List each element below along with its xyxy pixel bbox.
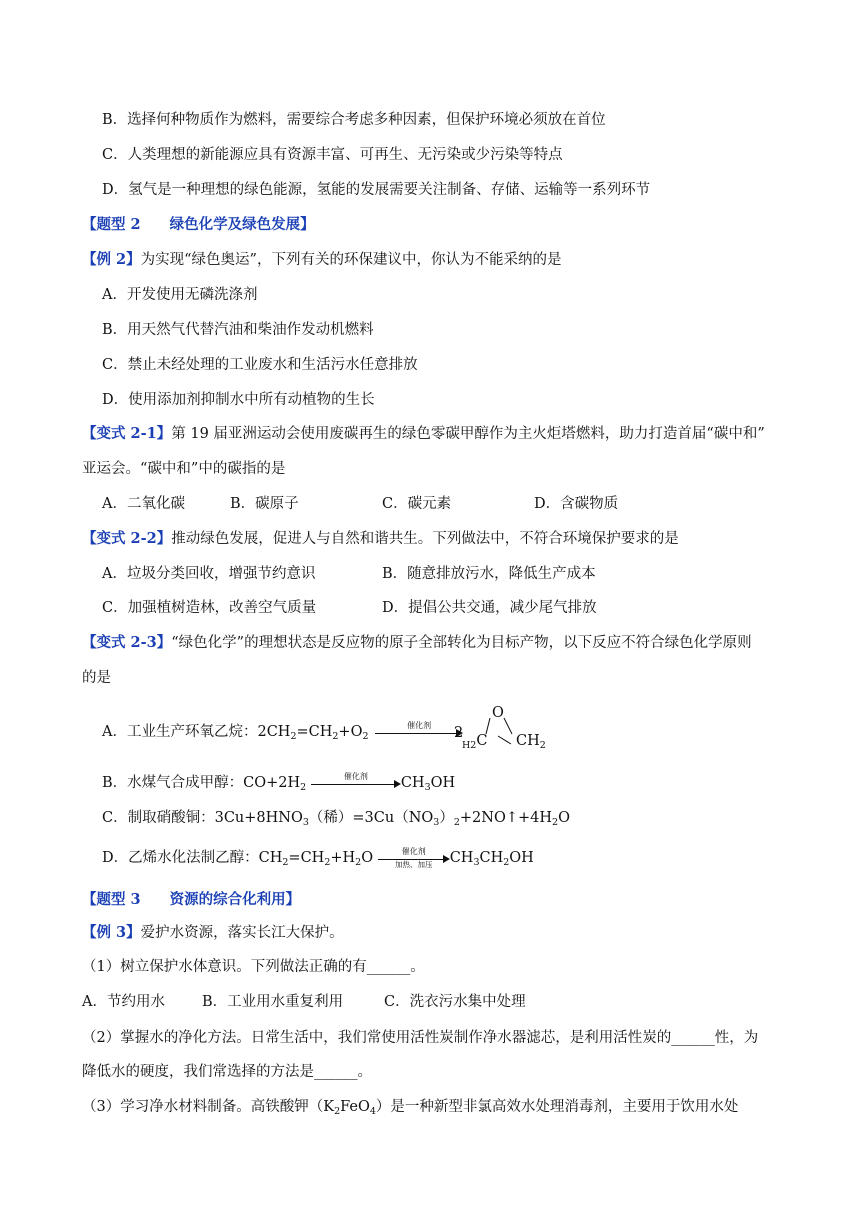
example-tag: 【例 2】 xyxy=(82,251,141,268)
option-C: C．碳元素 xyxy=(382,496,452,512)
option-B: B．工业用水重复利用 xyxy=(202,994,344,1010)
example-2-stem xyxy=(82,250,561,270)
reaction-arrow xyxy=(311,773,401,793)
question-text-continued: 亚运会。“碳中和”中的碳指的是 xyxy=(82,461,286,477)
question-text: 爱护水资源，落实长江大保护。 xyxy=(140,925,344,941)
section-heading-type2: 【题型 2 绿色化学及绿色发展】 xyxy=(82,216,315,233)
example-3-stem xyxy=(82,923,344,943)
question-text-continued: 的是 xyxy=(82,670,111,686)
question-text: ）是一种新型非氯高效水处理消毒剂，主要用于饮用水处 xyxy=(375,1099,739,1115)
reaction-arrow xyxy=(375,722,463,742)
variant-tag: 【变式 2-3】 xyxy=(82,634,172,651)
option-D: D．提倡公共交通，减少尾气排放 xyxy=(382,600,597,616)
epoxide-structure: 2 O $_{H2}$C $CH_2$ xyxy=(454,705,546,751)
option-C: C．禁止未经处理的工业废水和生活污水任意排放 xyxy=(102,357,418,373)
option-B-equation: B．水煤气合成甲醇：$CO+2H_2$ 催化剂 $CH_3OH$ xyxy=(102,772,456,793)
equation-text: B．水煤气合成甲醇：CO+2H xyxy=(102,775,301,791)
option-D: D．含碳物质 xyxy=(534,496,619,512)
variant-2-1-stem xyxy=(82,424,765,444)
sub-question-2: （2）掌握水的净化方法。日常生活中，我们常使用活性炭制作净水器滤芯，是利用活性炭的______性，为 xyxy=(82,1030,759,1046)
variant-tag: 【变式 2-1】 xyxy=(82,425,172,442)
option-A: A．二氧化碳 xyxy=(102,496,185,512)
sub-question-3: （3）学习净水材料制备。高铁酸钾$(K_2FeO_4)$是一种新型非氯高效水处理消毒剂，主要用于饮用水处 xyxy=(82,1099,739,1117)
option-D: D．使用添加剂抑制水中所有动植物的生长 xyxy=(102,392,375,408)
equation-text: A．工业生产环氧乙烷：2CH xyxy=(102,724,291,740)
sub-question-2-continued: 降低水的硬度，我们常选择的方法是______。 xyxy=(82,1064,372,1080)
question-text: 第 19 届亚洲运动会使用废碳再生的绿色零碳甲醇作为主火炬塔燃料，助力打造首届“碳中和” xyxy=(171,426,765,442)
question-text: “绿色化学”的理想状态是反应物的原子全部转化为目标产物，以下反应不符合绿色化学原则 xyxy=(171,635,752,651)
option-B: B．用天然气代替汽油和柴油作发动机燃料 xyxy=(102,322,374,338)
option-A: A．开发使用无磷洗涤剂 xyxy=(102,287,258,303)
example-tag: 【例 3】 xyxy=(82,924,141,941)
option-A: A．垃圾分类回收，增强节约意识 xyxy=(102,566,316,582)
variant-tag: 【变式 2-2】 xyxy=(82,530,172,547)
option-A: A．节约用水 xyxy=(82,994,165,1010)
variant-2-3-stem xyxy=(82,633,752,653)
option-B: B．碳原子 xyxy=(230,496,299,512)
option-C: C．加强植树造林，改善空气质量 xyxy=(102,600,317,616)
option-C: C．洗衣污水集中处理 xyxy=(384,994,526,1010)
question-text: （3）学习净水材料制备。高铁酸钾（K xyxy=(82,1099,335,1115)
option-D: D．氢气是一种理想的绿色能源，氢能的发展需要关注制备、存储、运输等一系列环节 xyxy=(102,182,651,198)
sub-question-1: （1）树立保护水体意识。下列做法正确的有______。 xyxy=(82,959,425,975)
option-C: C．人类理想的新能源应具有资源丰富、可再生、无污染或少污染等特点 xyxy=(102,147,563,163)
catalyst-label: 催化剂 xyxy=(407,721,432,730)
question-text: 为实现“绿色奥运”，下列有关的环保建议中，你认为不能采纳的是 xyxy=(140,252,562,268)
catalyst-label: 催化剂 xyxy=(401,847,426,856)
option-B: B．随意排放污水，降低生产成本 xyxy=(382,566,596,582)
option-B: B．选择何种物质作为燃料，需要综合考虑多种因素，但保护环境必须放在首位 xyxy=(102,112,606,128)
catalyst-label: 催化剂 xyxy=(343,772,368,781)
condition-label: 加热、加压 xyxy=(394,860,433,869)
section-heading-type3: 【题型 3 资源的综合化利用】 xyxy=(82,891,301,908)
variant-2-2-stem xyxy=(82,529,679,549)
option-D-equation: D．乙烯水化法制乙醇：$CH_2=CH_2+H_2O$ 催化剂 加热、加压 $CH_3CH_2OH$ xyxy=(102,847,534,869)
option-C-equation: C．制取硝酸铜：$3Cu+8HNO_3$（稀）$=3Cu(NO_3)_2+2NO↑+4H_2O$ xyxy=(102,810,570,828)
equation-text: D．乙烯水化法制乙醇：CH xyxy=(102,850,283,866)
question-text: 推动绿色发展，促进人与自然和谐共生。下列做法中，不符合环境保护要求的是 xyxy=(171,531,679,547)
option-A-equation: A．工业生产环氧乙烷：$2CH_2=CH_2+O_2$ 催化剂 xyxy=(102,722,463,742)
reaction-arrow xyxy=(378,848,450,868)
equation-text: C．制取硝酸铜：3Cu+8HNO xyxy=(102,810,303,826)
